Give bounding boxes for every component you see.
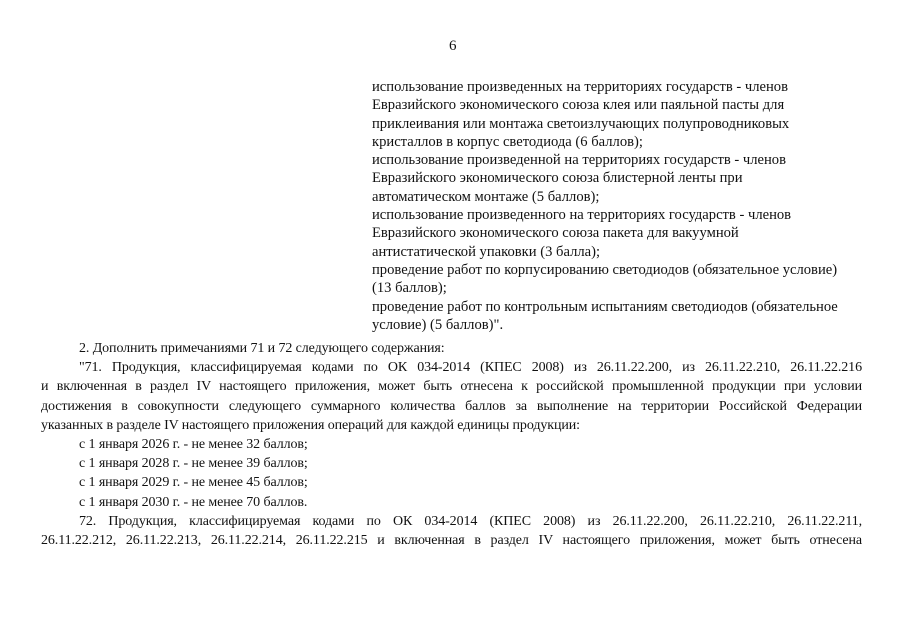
list-line: (13 баллов); [372,280,447,297]
list-line: условие) (5 баллов)". [372,316,504,333]
list-line: Евразийского экономического союза пакета для вакуумной [372,225,739,242]
criteria-list [372,78,862,334]
list-line: Евразийского экономического союза клея или паяльной пасты для [372,97,785,114]
list-line: проведение работ по корпусированию светодиодов (обязательное условие) [372,261,838,278]
document-body [41,339,862,550]
list-line: использование произведенных на территориях государств - членов [372,79,788,95]
note-72-line: 26.11.22.212, 26.11.22.213, 26.11.22.214, 26.11.22.215 и включенная в раздел IV настоящего приложения, может быть отнесена [41,533,862,549]
list-line: проведение работ по контрольным испытаниям светодиодов (обязательное [372,298,838,315]
note-71-line: достижения в совокупности следующего суммарного количества баллов за выполнение на территории Российской Федерации [41,398,862,414]
note-72-line: 72. Продукция, классифицируемая кодами по ОК 034-2014 (КПЕС 2008) из 26.11.22.200, 26.11.22.210, 26.11.22.211, [79,513,862,529]
list-line: приклеивания или монтажа светоизлучающих полупроводниковых [372,115,790,132]
list-line: антистатической упаковки (3 балла); [372,243,601,260]
list-line: использование произведенного на территориях государств - членов [372,207,792,224]
list-line: Евразийского экономического союза блистерной ленты при [372,170,743,187]
list-line: кристаллов в корпус светодиода (6 баллов); [372,133,643,150]
list-line: автоматическом монтаже (5 баллов); [372,188,600,205]
threshold-item: с 1 января 2026 г. - не менее 32 баллов; [79,437,308,453]
page-number: 6 [449,38,457,54]
threshold-item: с 1 января 2030 г. - не менее 70 баллов. [79,494,308,510]
threshold-item: с 1 января 2028 г. - не менее 39 баллов; [79,456,308,472]
note-71-line: и включенная в раздел IV настоящего приложения, может быть отнесена к российской промышленной продукции при условии [41,379,862,395]
threshold-item: с 1 января 2029 г. - не менее 45 баллов; [79,475,308,491]
item-2-heading: 2. Дополнить примечаниями 71 и 72 следующего содержания: [79,341,445,356]
note-71-line: указанных в разделе IV настоящего приложения операций для каждой единицы продукции: [41,417,580,433]
list-line: использование произведенной на территориях государств - членов [372,152,786,169]
note-71-line: "71. Продукция, классифицируемая кодами по ОК 034-2014 (КПЕС 2008) из 26.11.22.200, из 26.11.22.210, 26.11.22.216 [79,360,862,376]
